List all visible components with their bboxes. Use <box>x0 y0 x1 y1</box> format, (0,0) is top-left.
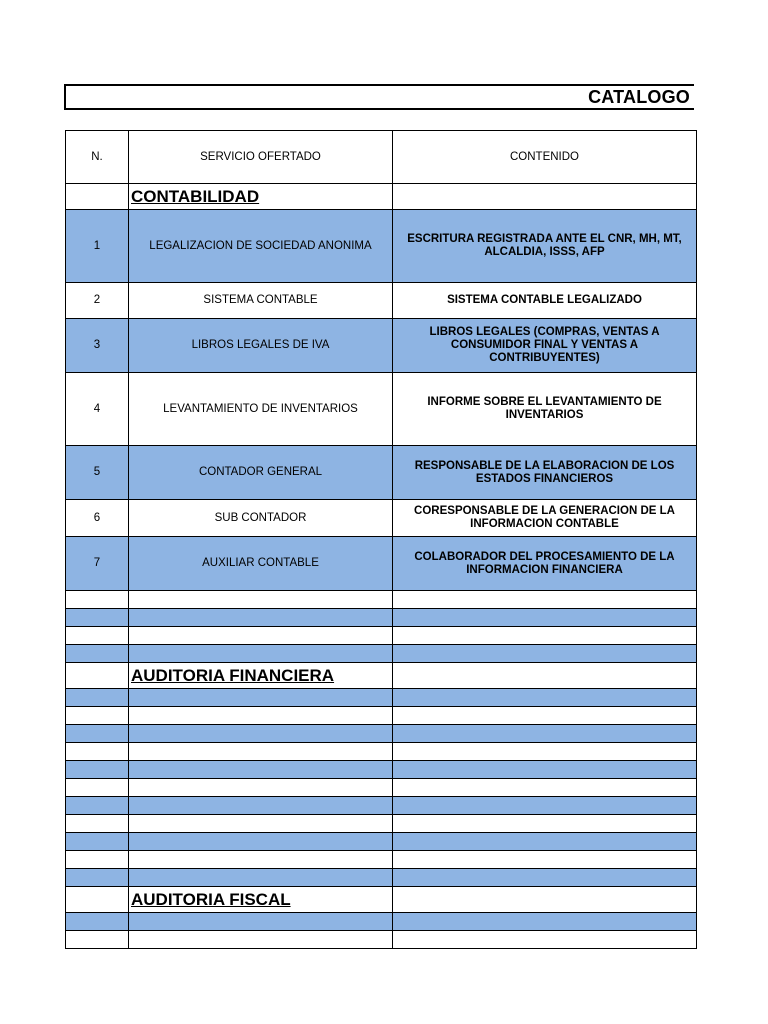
table-row <box>66 500 697 537</box>
empty-cell <box>66 815 129 833</box>
empty-row <box>66 645 697 663</box>
empty-cell <box>129 779 393 797</box>
empty-cell <box>129 627 393 645</box>
section-title: AUDITORIA FISCAL <box>129 887 393 913</box>
catalog-title-bar <box>64 84 694 110</box>
section-num-cell <box>66 887 129 913</box>
section-row <box>66 887 697 913</box>
empty-cell <box>393 815 697 833</box>
empty-cell <box>393 761 697 779</box>
empty-cell <box>393 931 697 949</box>
empty-cell <box>393 645 697 663</box>
row-number: 2 <box>66 283 129 319</box>
empty-cell <box>129 609 393 627</box>
row-service: CONTADOR GENERAL <box>129 446 393 500</box>
table-row <box>66 319 697 373</box>
empty-cell <box>66 851 129 869</box>
empty-row <box>66 851 697 869</box>
catalog-title: CATALOGO <box>588 87 690 107</box>
row-service: LEVANTAMIENTO DE INVENTARIOS <box>129 373 393 446</box>
empty-cell <box>129 833 393 851</box>
row-number: 3 <box>66 319 129 373</box>
table-row <box>66 373 697 446</box>
empty-cell <box>129 815 393 833</box>
row-number: 7 <box>66 537 129 591</box>
empty-row <box>66 931 697 949</box>
empty-cell <box>66 761 129 779</box>
section-content-cell <box>393 184 697 210</box>
empty-cell <box>129 851 393 869</box>
empty-cell <box>66 743 129 761</box>
row-service: SUB CONTADOR <box>129 500 393 537</box>
empty-row <box>66 707 697 725</box>
empty-cell <box>66 779 129 797</box>
row-content: INFORME SOBRE EL LEVANTAMIENTO DE INVENTARIOS <box>393 373 697 446</box>
section-content-cell <box>393 887 697 913</box>
empty-row <box>66 779 697 797</box>
row-number: 1 <box>66 210 129 283</box>
empty-row <box>66 591 697 609</box>
empty-row <box>66 761 697 779</box>
empty-cell <box>66 627 129 645</box>
empty-row <box>66 815 697 833</box>
section-content-cell <box>393 663 697 689</box>
header-num: N. <box>66 131 129 184</box>
empty-cell <box>393 851 697 869</box>
section-title: CONTABILIDAD <box>129 184 393 210</box>
section-num-cell <box>66 663 129 689</box>
empty-cell <box>393 627 697 645</box>
row-number: 5 <box>66 446 129 500</box>
empty-row <box>66 743 697 761</box>
empty-cell <box>129 869 393 887</box>
empty-cell <box>393 707 697 725</box>
header-service: SERVICIO OFERTADO <box>129 131 393 184</box>
row-number: 6 <box>66 500 129 537</box>
empty-cell <box>129 797 393 815</box>
section-num-cell <box>66 184 129 210</box>
empty-cell <box>66 725 129 743</box>
empty-cell <box>393 869 697 887</box>
row-content: LIBROS LEGALES (COMPRAS, VENTAS A CONSUMIDOR FINAL Y VENTAS A CONTRIBUYENTES) <box>393 319 697 373</box>
row-content: SISTEMA CONTABLE LEGALIZADO <box>393 283 697 319</box>
section-row <box>66 663 697 689</box>
empty-cell <box>129 645 393 663</box>
empty-cell <box>393 913 697 931</box>
empty-row <box>66 833 697 851</box>
header-content: CONTENIDO <box>393 131 697 184</box>
empty-cell <box>66 645 129 663</box>
table-row <box>66 210 697 283</box>
row-service: LIBROS LEGALES DE IVA <box>129 319 393 373</box>
empty-cell <box>129 761 393 779</box>
empty-cell <box>129 689 393 707</box>
empty-cell <box>129 743 393 761</box>
empty-cell <box>66 931 129 949</box>
row-number: 4 <box>66 373 129 446</box>
empty-cell <box>129 707 393 725</box>
empty-cell <box>393 779 697 797</box>
empty-cell <box>393 797 697 815</box>
empty-cell <box>66 833 129 851</box>
empty-row <box>66 869 697 887</box>
empty-cell <box>66 913 129 931</box>
empty-cell <box>393 743 697 761</box>
table-row <box>66 446 697 500</box>
row-service: AUXILIAR CONTABLE <box>129 537 393 591</box>
empty-row <box>66 797 697 815</box>
empty-row <box>66 609 697 627</box>
row-service: SISTEMA CONTABLE <box>129 283 393 319</box>
empty-cell <box>66 707 129 725</box>
row-content: CORESPONSABLE DE LA GENERACION DE LA INFORMACION CONTABLE <box>393 500 697 537</box>
empty-cell <box>393 725 697 743</box>
table-row <box>66 537 697 591</box>
empty-row <box>66 725 697 743</box>
table-row <box>66 283 697 319</box>
empty-cell <box>129 591 393 609</box>
empty-cell <box>393 833 697 851</box>
empty-cell <box>129 725 393 743</box>
empty-cell <box>393 609 697 627</box>
empty-row <box>66 689 697 707</box>
section-title: AUDITORIA FINANCIERA <box>129 663 393 689</box>
empty-cell <box>129 913 393 931</box>
empty-row <box>66 913 697 931</box>
empty-cell <box>66 869 129 887</box>
empty-cell <box>66 797 129 815</box>
empty-cell <box>66 609 129 627</box>
row-content: RESPONSABLE DE LA ELABORACION DE LOS ESTADOS FINANCIEROS <box>393 446 697 500</box>
catalog-table <box>65 130 697 949</box>
section-row <box>66 184 697 210</box>
empty-cell <box>393 689 697 707</box>
empty-cell <box>129 931 393 949</box>
row-service: LEGALIZACION DE SOCIEDAD ANONIMA <box>129 210 393 283</box>
empty-row <box>66 627 697 645</box>
empty-cell <box>66 689 129 707</box>
row-content: ESCRITURA REGISTRADA ANTE EL CNR, MH, MT, ALCALDIA, ISSS, AFP <box>393 210 697 283</box>
empty-cell <box>66 591 129 609</box>
row-content: COLABORADOR DEL PROCESAMIENTO DE LA INFORMACION FINANCIERA <box>393 537 697 591</box>
table-header-row <box>66 131 697 184</box>
empty-cell <box>393 591 697 609</box>
